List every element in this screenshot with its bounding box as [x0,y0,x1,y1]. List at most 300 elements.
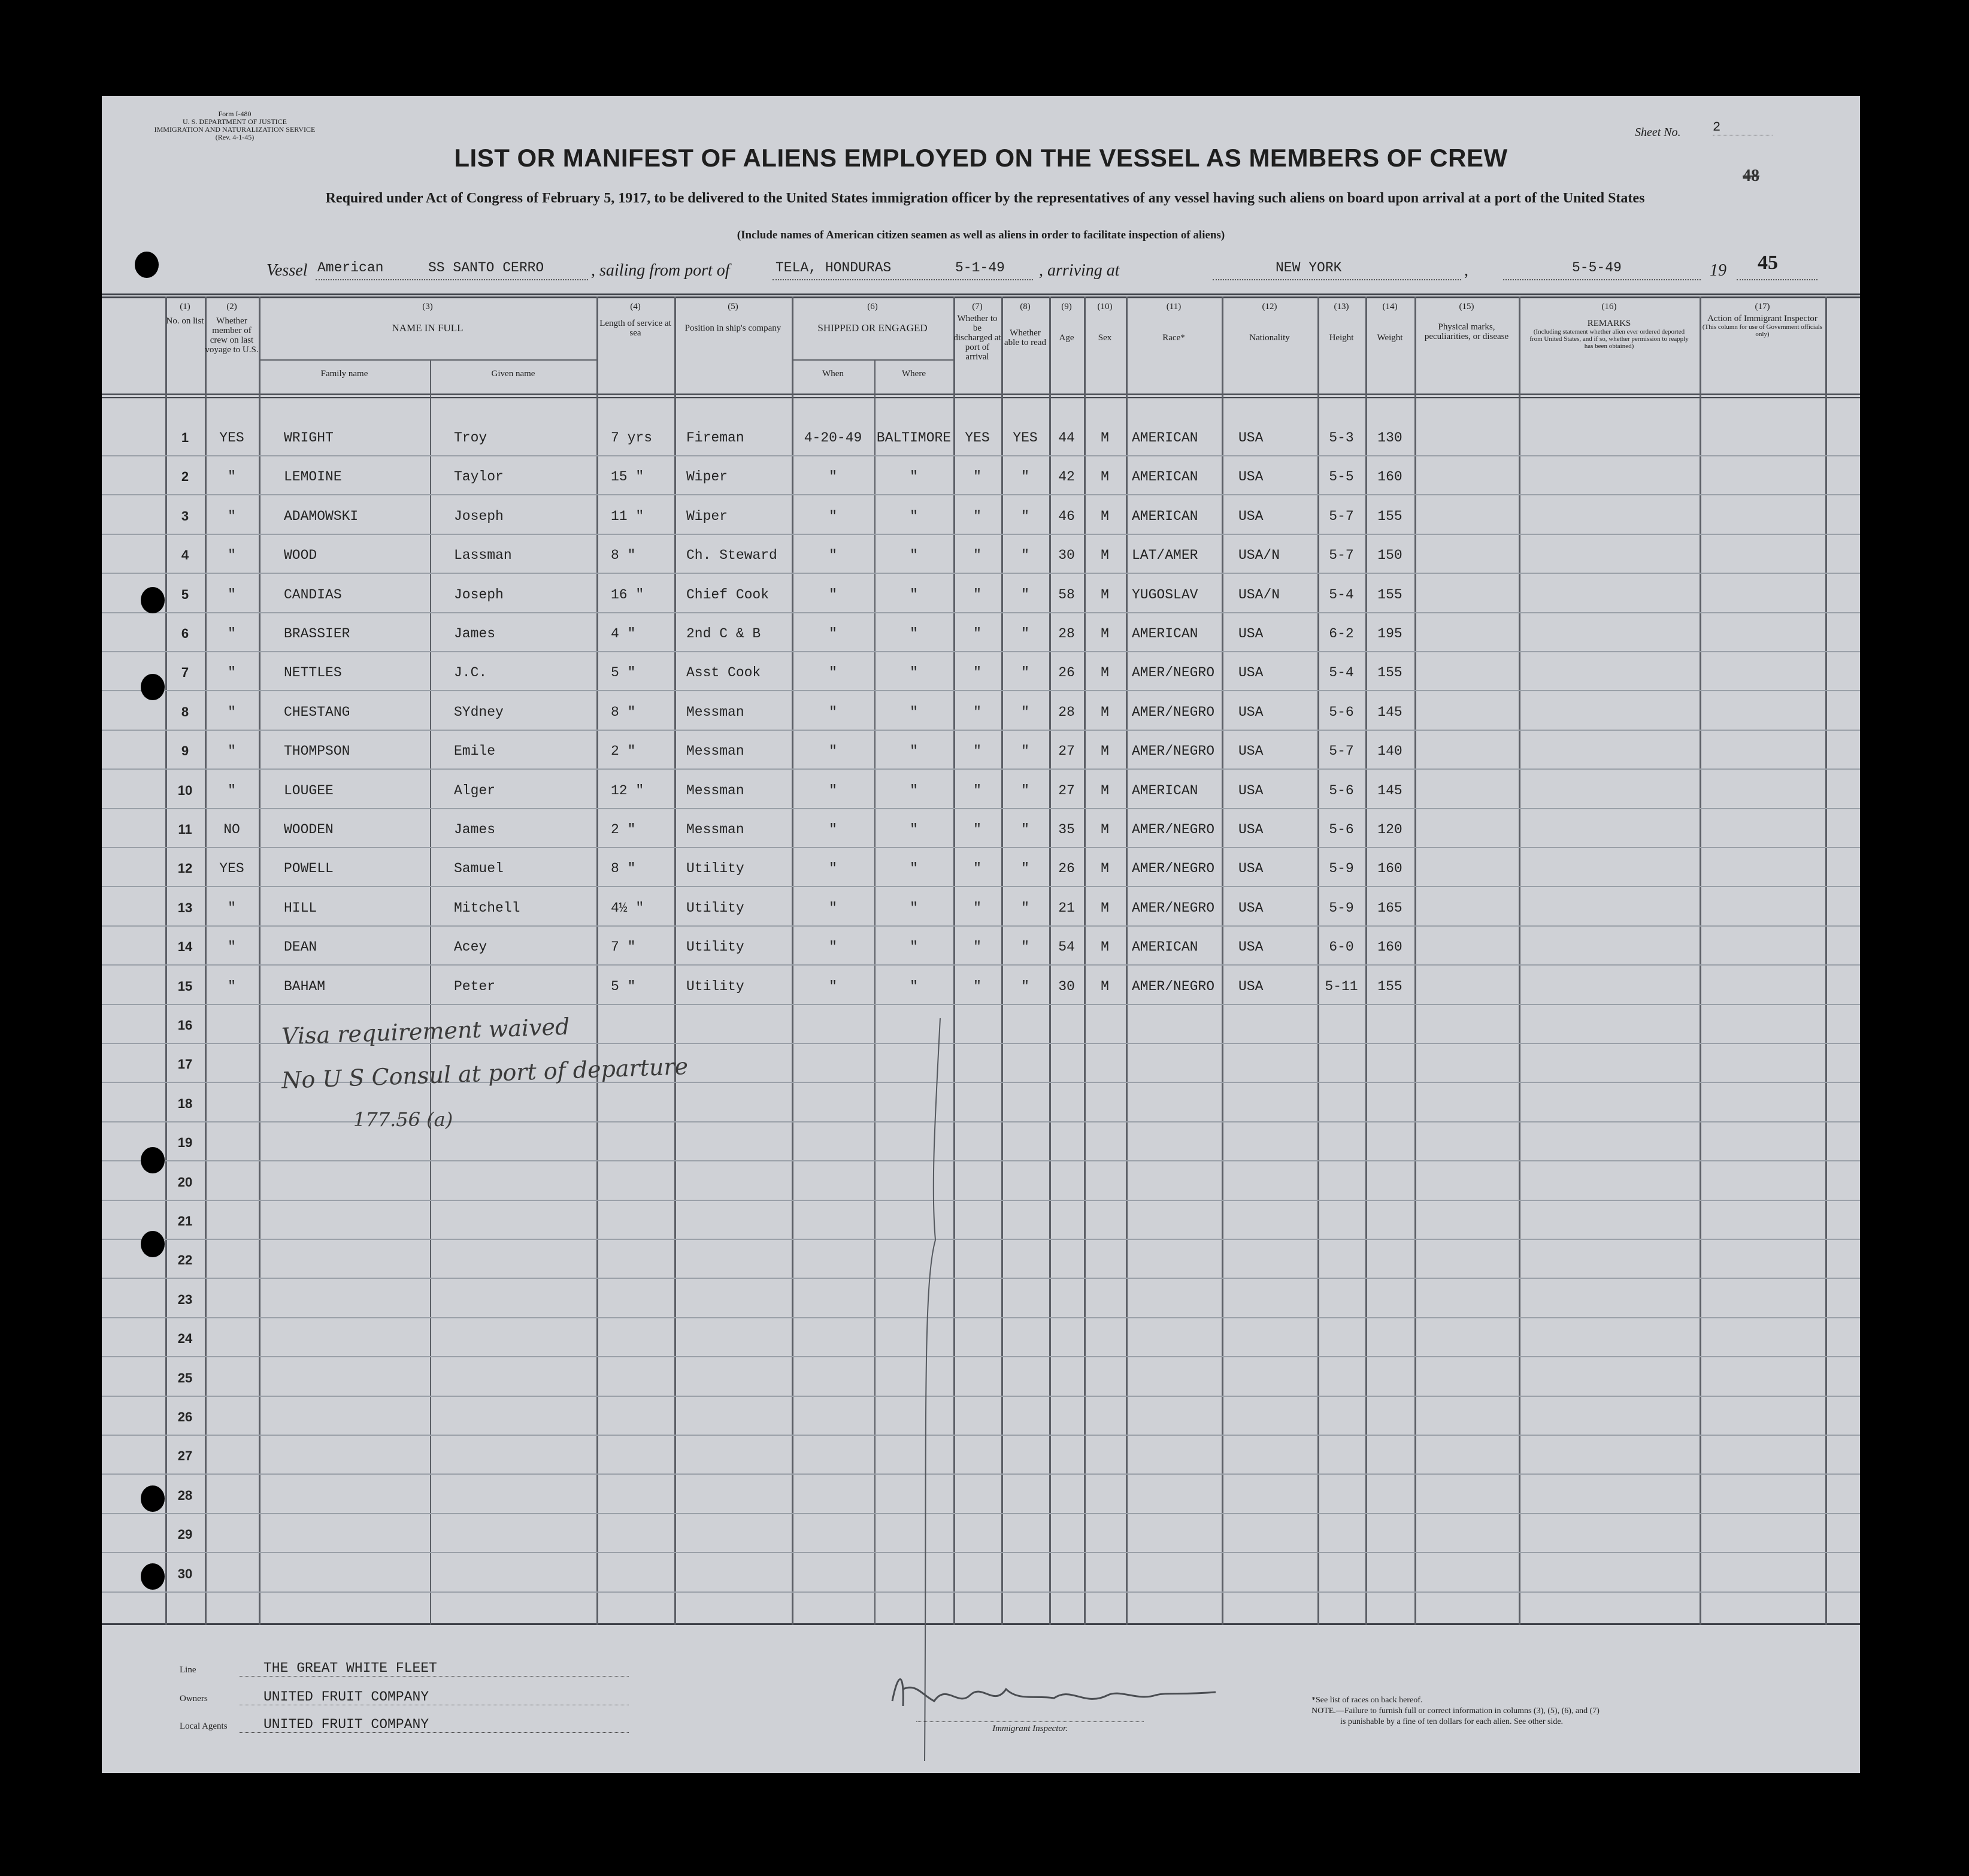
cell-last-voyage: " [228,586,236,603]
cell-where: " [910,469,918,485]
inspector-label: Immigrant Inspector. [992,1724,1068,1733]
cell-no: 30 [177,1566,193,1581]
cell-sex: M [1101,822,1109,837]
cell-age: 26 [1058,665,1075,681]
cell-given: Acey [454,939,487,955]
cell-no: 10 [177,782,193,798]
page-subtitle: Required under Act of Congress of February 5, 1917, to be delivered to the United States immigration officer by the representatives of any vessel having such aliens on board upon arrival at a port of the United States [325,190,1645,206]
cell-race: YUGOSLAV [1132,586,1198,603]
cell-no: 2 [181,469,189,485]
cell-read: " [1021,665,1029,681]
cell-sex: M [1101,626,1109,642]
cell-race: AMERICAN [1132,939,1198,955]
page-note: (Include names of American citizen seamen as well as aliens in order to facilitate inspection of aliens) [737,229,1225,241]
cell-weight: 140 [1377,743,1402,760]
cell-read: " [1021,978,1029,994]
cell-position: Utility [686,861,744,877]
cell-sex: M [1101,508,1109,524]
cell-discharged: " [973,508,982,524]
cell-read: " [1021,939,1029,955]
cell-when: " [829,822,837,837]
cell-where: " [910,586,918,603]
given-name-header: Given name [491,369,535,379]
row-rule [102,534,1860,535]
cell-discharged: " [973,900,982,916]
cell-given: James [454,822,496,837]
cell-weight: 150 [1377,547,1402,564]
cell-last-voyage: " [228,626,236,642]
cell-read: " [1021,861,1029,877]
cell-where: " [910,861,918,877]
cell-no: 14 [177,939,193,955]
cell-where: " [910,547,918,564]
cell-service: 8 " [611,704,636,720]
cell-discharged: " [973,586,982,603]
cell-sex: M [1101,469,1109,485]
cell-last-voyage: " [228,547,236,564]
form-number: Form I-480 [218,110,252,118]
cell-height: 6-0 [1329,939,1354,955]
col-5-header: (5) Position in ship's company [684,302,781,333]
cell-race: AMERICAN [1132,508,1198,524]
col-15-header: (15) Physical marks, peculiarities, or disease [1424,302,1509,341]
cell-read: " [1021,743,1029,760]
cell-service: 8 " [611,547,636,564]
row-rule [102,1004,1860,1005]
cell-no: 8 [181,704,189,719]
row-rule [102,1160,1860,1161]
cell-given: Joseph [454,586,504,603]
cell-sex: M [1101,900,1109,916]
col-3-header: (3) NAME IN FULL [392,302,464,334]
cell-discharged: " [973,704,982,720]
fine-note-2: is punishable by a fine of ten dollars for each alien. See other side. [1340,1717,1564,1726]
cell-last-voyage: " [228,704,236,720]
cell-weight: 160 [1377,469,1402,485]
cell-age: 27 [1058,782,1075,798]
col-11-header: (11) Race* [1162,302,1185,343]
cell-nationality: USA [1238,900,1264,916]
cell-when: 4-20-49 [804,430,862,446]
cell-no: 27 [177,1448,193,1464]
cell-age: 46 [1058,508,1075,524]
cell-race: AMER/NEGRO [1132,665,1215,681]
cell-discharged: YES [965,430,990,446]
cell-last-voyage: YES [219,861,244,877]
sheet-number: 2 [1713,120,1773,135]
cell-discharged: " [973,469,982,485]
row-rule [102,768,1860,770]
col-12-header: (12) Nationality [1249,302,1290,343]
cell-sex: M [1101,978,1109,994]
cell-position: Asst Cook [686,665,761,681]
cell-service: 16 " [611,586,644,603]
cell-last-voyage: " [228,743,236,760]
cell-no: 24 [177,1331,193,1347]
cell-no: 21 [177,1214,193,1229]
cell-height: 5-9 [1329,900,1354,916]
col-16-header: (16) REMARKS (Including statement whether alien ever ordered deported from United States, and if so, whether permission to reapply has been obtained) [1529,302,1689,350]
arriving-label: , arriving at [1039,261,1120,280]
cell-nationality: USA [1238,861,1264,877]
cell-position: Fireman [686,430,744,446]
cell-read: " [1021,822,1029,837]
cell-sex: M [1101,704,1109,720]
col-17-header: (17) Action of Immigrant Inspector (This column for use of Government officials only) [1702,302,1823,338]
cell-sex: M [1101,782,1109,798]
cell-read: " [1021,547,1029,564]
row-rule [102,494,1860,495]
cell-given: Mitchell [454,900,520,916]
cell-weight: 155 [1377,508,1402,524]
cell-weight: 165 [1377,900,1402,916]
handwritten-note-code: 177.56 (a) [353,1108,453,1131]
cell-no: 1 [181,430,189,445]
cell-weight: 155 [1377,586,1402,603]
cell-position: Ch. Steward [686,547,777,564]
row-rule [102,925,1860,927]
cell-where: " [910,626,918,642]
cell-sex: M [1101,547,1109,564]
row-rule [102,886,1860,887]
cell-last-voyage: " [228,665,236,681]
cell-read: " [1021,586,1029,603]
cell-discharged: " [973,665,982,681]
manifest-sheet [102,96,1860,1773]
row-rule [102,1552,1860,1553]
col-1-header: (1) No. on list [166,302,204,326]
row-rule [102,573,1860,574]
cell-no: 23 [177,1291,193,1307]
arrival-port: NEW YORK [1276,260,1342,276]
row-rule [102,964,1860,966]
row-rule [102,1435,1860,1436]
col-6-header: (6) SHIPPED OR ENGAGED [817,302,928,334]
cell-given: Taylor [454,469,504,485]
cell-weight: 195 [1377,626,1402,642]
inspector-signature [880,1659,1240,1725]
vessel-nationality: American [317,260,384,276]
cell-where: BALTIMORE [876,430,952,446]
cell-no: 15 [177,978,193,994]
cell-when: " [829,508,837,524]
pencil-stroke [916,1012,952,1767]
cell-no: 25 [177,1370,193,1385]
row-rule [102,1396,1860,1397]
cell-given: James [454,626,496,642]
cell-nationality: USA [1238,782,1264,798]
cell-no: 9 [181,743,189,759]
cell-when: " [829,665,837,681]
cell-position: Utility [686,978,744,994]
cell-no: 26 [177,1409,193,1424]
cell-where: " [910,704,918,720]
cell-service: 8 " [611,861,636,877]
cell-when: " [829,704,837,720]
cell-position: Chief Cook [686,586,770,603]
cell-where: " [910,978,918,994]
cell-weight: 160 [1377,939,1402,955]
cell-sex: M [1101,586,1109,603]
cell-race: LAT/AMER [1132,547,1198,564]
cell-position: Wiper [686,469,728,485]
cell-when: " [829,939,837,955]
cell-service: 7 " [611,939,636,955]
cell-age: 35 [1058,822,1075,837]
row-rule [102,455,1860,456]
cell-family: HILL [284,900,317,916]
row-rule [102,1356,1860,1357]
vessel-line [266,252,1823,283]
cell-no: 5 [181,586,189,602]
row-rule [102,847,1860,848]
cell-weight: 155 [1377,978,1402,994]
cell-position: Messman [686,822,744,837]
cell-discharged: " [973,939,982,955]
cell-discharged: " [973,547,982,564]
service: IMMIGRATION AND NATURALIZATION SERVICE [154,125,316,134]
cell-read: " [1021,469,1029,485]
cell-position: Utility [686,939,744,955]
handwritten-note-line-2: No U S Consul at port of departure [281,1053,689,1094]
cell-family: LOUGEE [284,782,334,798]
cell-no: 3 [181,508,189,524]
cell-when: " [829,782,837,798]
row-rule [102,1239,1860,1240]
row-rule [102,651,1860,652]
cell-no: 29 [177,1527,193,1542]
cell-race: AMERICAN [1132,430,1198,446]
cell-service: 4½ " [611,900,644,916]
cell-given: Lassman [454,547,512,564]
vessel-name: SS SANTO CERRO [428,260,544,276]
cell-age: 44 [1058,430,1075,446]
cell-nationality: USA [1238,939,1264,955]
page-title: LIST OR MANIFEST OF ALIENS EMPLOYED ON THE VESSEL AS MEMBERS OF CREW [454,144,1508,172]
cell-position: Wiper [686,508,728,524]
cell-given: Peter [454,978,496,994]
cell-discharged: " [973,978,982,994]
vessel-label: Vessel [266,261,308,280]
cell-discharged: " [973,626,982,642]
cell-last-voyage: " [228,469,236,485]
cell-no: 12 [177,861,193,876]
col-4-header: (4) Length of service at sea [599,302,671,338]
cell-when: " [829,900,837,916]
cell-position: 2nd C & B [686,626,761,642]
cell-height: 5-3 [1329,430,1354,446]
row-rule [102,1473,1860,1475]
cell-given: Joseph [454,508,504,524]
sailing-label: , sailing from port of [591,261,730,280]
cell-service: 4 " [611,626,636,642]
cell-age: 54 [1058,939,1075,955]
sheet-number-label: Sheet No. [1635,126,1681,139]
cell-read: " [1021,782,1029,798]
cell-age: 28 [1058,704,1075,720]
cell-family: WOODEN [284,822,334,837]
cell-height: 5-6 [1329,704,1354,720]
row-rule [102,1317,1860,1318]
cell-race: AMERICAN [1132,469,1198,485]
cell-last-voyage: YES [219,430,244,446]
cell-height: 5-6 [1329,822,1354,837]
cell-no: 4 [181,547,189,563]
cell-family: CANDIAS [284,586,342,603]
col-9-header: (9) Age [1059,302,1074,343]
cell-position: Utility [686,900,744,916]
cell-sex: M [1101,665,1109,681]
cell-where: " [910,900,918,916]
cell-weight: 145 [1377,704,1402,720]
cell-height: 5-7 [1329,743,1354,760]
cell-family: ADAMOWSKI [284,508,359,524]
handwritten-note-line-1: Visa requirement waived [281,1013,571,1050]
cell-when: " [829,861,837,877]
cell-service: 2 " [611,822,636,837]
cell-nationality: USA/N [1238,547,1280,564]
cell-given: Samuel [454,861,504,877]
cell-no: 16 [177,1018,193,1033]
cell-race: AMERICAN [1132,626,1198,642]
row-rule [102,612,1860,613]
cell-height: 5-7 [1329,547,1354,564]
col-13-header: (13) Height [1329,302,1354,343]
cell-last-voyage: NO [223,822,240,837]
cell-age: 21 [1058,900,1075,916]
cell-race: AMER/NEGRO [1132,822,1215,837]
cell-last-voyage: " [228,900,236,916]
cell-last-voyage: " [228,978,236,994]
cell-age: 30 [1058,978,1075,994]
cell-last-voyage: " [228,782,236,798]
cell-family: NETTLES [284,665,342,681]
cell-nationality: USA [1238,430,1264,446]
cell-height: 5-4 [1329,665,1354,681]
cell-given: Alger [454,782,496,798]
cell-given: SYdney [454,704,504,720]
cell-where: " [910,508,918,524]
owners-value: UNITED FRUIT COMPANY [263,1689,429,1705]
col-2-header: (2) Whether member of crew on last voyage to U.S. [205,302,259,355]
cell-when: " [829,743,837,760]
cell-family: DEAN [284,939,317,955]
cell-family: WRIGHT [284,430,334,446]
footer-notes [1311,1695,1767,1727]
year-suffix: 45 [1758,252,1778,274]
cell-position: Messman [686,704,744,720]
cell-weight: 120 [1377,822,1402,837]
cell-when: " [829,586,837,603]
cell-height: 5-11 [1325,978,1358,994]
cell-nationality: USA [1238,743,1264,760]
cell-race: AMER/NEGRO [1132,978,1215,994]
cell-read: " [1021,704,1029,720]
cell-nationality: USA [1238,508,1264,524]
line-value: THE GREAT WHITE FLEET [263,1660,437,1676]
row-rule [102,1513,1860,1514]
row-rule [102,808,1860,809]
cell-weight: 145 [1377,782,1402,798]
cell-family: POWELL [284,861,334,877]
port-of-departure: TELA, HONDURAS [776,260,892,276]
cell-family: THOMPSON [284,743,350,760]
struck-number: 48 [1743,167,1759,185]
departure-date: 5-1-49 [955,260,1005,276]
cell-service: 12 " [611,782,644,798]
cell-when: " [829,978,837,994]
cell-no: 13 [177,900,193,915]
cell-no: 22 [177,1252,193,1268]
cell-height: 5-9 [1329,861,1354,877]
cell-sex: M [1101,861,1109,877]
cell-read: " [1021,508,1029,524]
cell-nationality: USA [1238,822,1264,837]
cell-given: Emile [454,743,496,760]
cell-discharged: " [973,822,982,837]
cell-discharged: " [973,743,982,760]
row-rule [102,1200,1860,1201]
cell-height: 6-2 [1329,626,1354,642]
cell-no: 17 [177,1057,193,1072]
cell-when: " [829,626,837,642]
cell-read: " [1021,900,1029,916]
agents-value: UNITED FRUIT COMPANY [263,1717,429,1732]
cell-service: 5 " [611,665,636,681]
cell-nationality: USA [1238,665,1264,681]
cell-age: 27 [1058,743,1075,760]
cell-where: " [910,665,918,681]
cell-nationality: USA [1238,978,1264,994]
cell-age: 42 [1058,469,1075,485]
cell-weight: 155 [1377,665,1402,681]
cell-service: 11 " [611,508,644,524]
cell-where: " [910,782,918,798]
cell-race: AMER/NEGRO [1132,861,1215,877]
cell-weight: 130 [1377,430,1402,446]
cell-nationality: USA/N [1238,586,1280,603]
cell-discharged: " [973,861,982,877]
cell-nationality: USA [1238,469,1264,485]
cell-height: 5-7 [1329,508,1354,524]
cell-discharged: " [973,782,982,798]
cell-weight: 160 [1377,861,1402,877]
cell-position: Messman [686,782,744,798]
races-note: *See list of races on back hereof. [1311,1696,1423,1705]
cell-read: " [1021,626,1029,642]
cell-nationality: USA [1238,626,1264,642]
cell-service: 7 yrs [611,430,653,446]
line-label: Line [180,1665,196,1675]
row-rule [102,690,1860,691]
cell-no: 11 [178,822,192,837]
cell-height: 5-4 [1329,586,1354,603]
cell-given: J.C. [454,665,487,681]
cell-race: AMER/NEGRO [1132,743,1215,760]
cell-no: 7 [181,665,189,680]
cell-race: AMERICAN [1132,782,1198,798]
cell-age: 26 [1058,861,1075,877]
cell-last-voyage: " [228,508,236,524]
row-rule [102,730,1860,731]
form-identifier [151,110,319,141]
cell-age: 30 [1058,547,1075,564]
cell-read: YES [1013,430,1038,446]
cell-no: 28 [177,1487,193,1503]
cell-nationality: USA [1238,704,1264,720]
fine-note: NOTE.—Failure to furnish full or correct information in columns (3), (5), (6), and (7) [1311,1706,1600,1715]
cell-no: 19 [177,1135,193,1151]
